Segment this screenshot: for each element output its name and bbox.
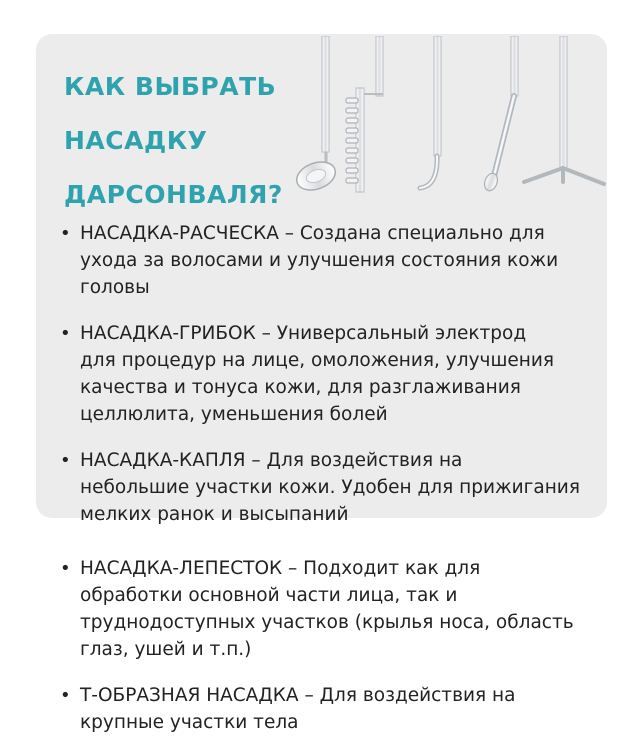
comb-electrode-icon: [346, 36, 383, 192]
item-line: небольшие участки кожи. Удобен для прижигания: [80, 477, 580, 498]
list-item-petal: [58, 555, 598, 663]
title-line-3: ДАРСОНВАЛЯ?: [64, 180, 283, 209]
title-line-1: КАК ВЫБРАТЬ: [64, 72, 277, 101]
petal-electrode-icon: [482, 36, 518, 193]
item-line: крупные участки тела: [80, 712, 299, 733]
list-item-comb: [58, 220, 598, 301]
mushroom-electrode-icon: [293, 36, 339, 195]
item-line: головы: [80, 277, 150, 298]
drop-electrode-icon: [420, 36, 441, 188]
bullet: •: [60, 558, 71, 579]
item-line: ухода за волосами и улучшения состояния кожи: [80, 250, 559, 271]
item-line: труднодоступных участков (крылья носа, область: [80, 612, 574, 633]
electrodes-illustration: [286, 36, 608, 196]
item-line: НАСАДКА-ГРИБОК – Универсальный электрод: [80, 323, 527, 344]
item-line: обработки основной части лица, так и: [80, 585, 458, 606]
title-line-2: НАСАДКУ: [64, 126, 208, 155]
attachment-list: [58, 220, 598, 736]
list-item-t-shaped: [58, 682, 598, 736]
bullet: •: [60, 223, 71, 244]
t-shaped-electrode-icon: [524, 36, 604, 184]
page-title: [64, 60, 283, 222]
item-line: НАСАДКА-ЛЕПЕСТОК – Подходит как для: [80, 558, 481, 579]
item-line: для процедур на лице, омоложения, улучшения: [80, 350, 555, 371]
item-line: мелких ранок и высыпаний: [80, 504, 349, 525]
item-line: НАСАДКА-РАСЧЕСКА – Создана специально для: [80, 223, 545, 244]
bullet: •: [60, 450, 71, 471]
item-line: Т-ОБРАЗНАЯ НАСАДКА – Для воздействия на: [80, 685, 516, 706]
item-line: целлюлита, уменьшения болей: [80, 404, 388, 425]
item-line: качества и тонуса кожи, для разглаживания: [80, 377, 521, 398]
bullet: •: [60, 323, 71, 344]
list-item-mushroom: [58, 320, 598, 428]
bullet: •: [60, 685, 71, 706]
item-line: глаз, ушей и т.п.): [80, 639, 252, 660]
list-item-drop: [58, 447, 598, 528]
item-line: НАСАДКА-КАПЛЯ – Для воздействия на: [80, 450, 463, 471]
